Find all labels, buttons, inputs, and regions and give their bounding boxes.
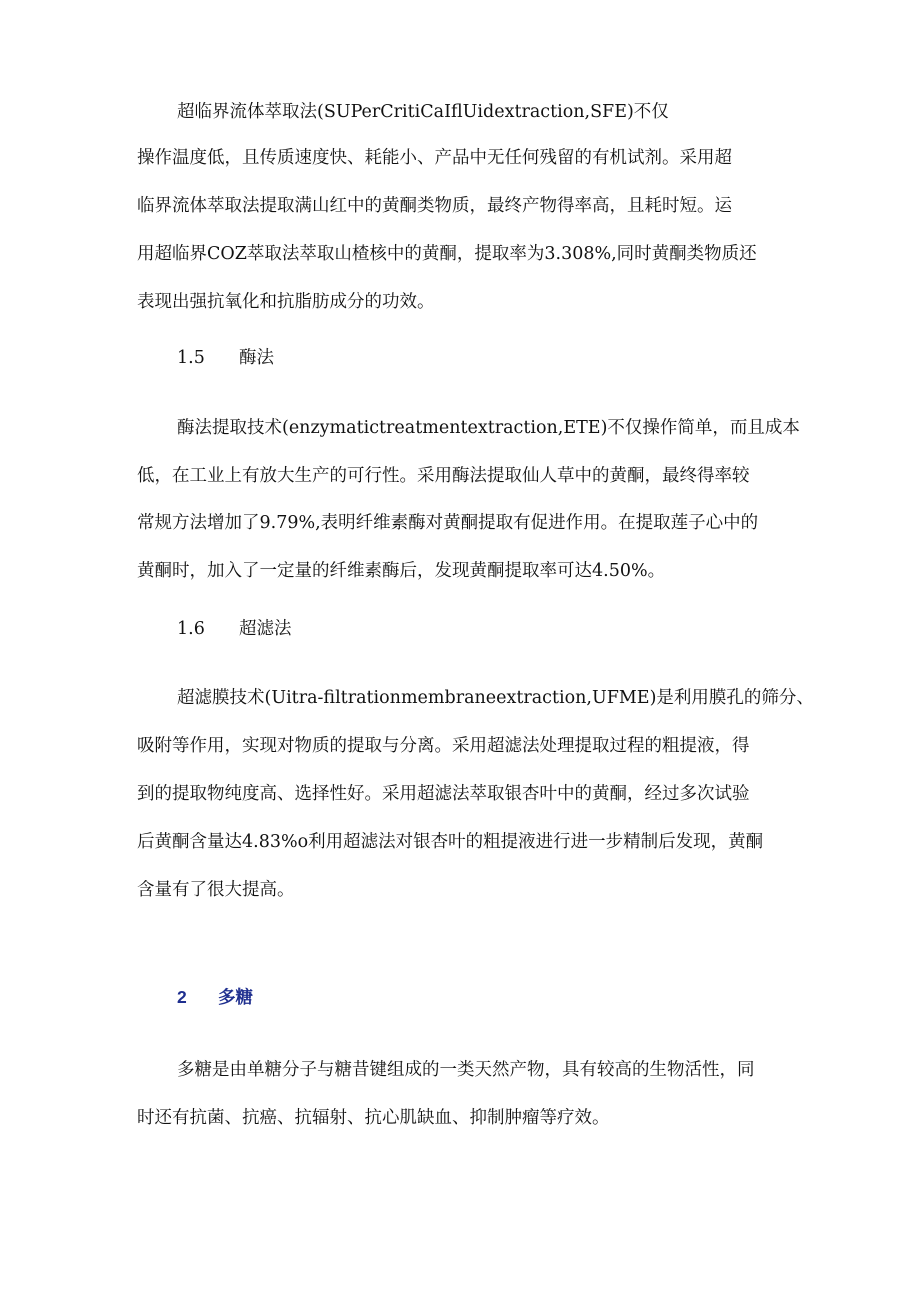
paragraph-line: 酶法提取技术(enzymatictreatmentextraction,ETE)不仅操作简单，而且成本 bbox=[177, 418, 800, 438]
paragraph-line: 吸附等作用，实现对物质的提取与分离。采用超滤法处理提取过程的粗提液，得 bbox=[137, 736, 750, 756]
paragraph-line: 含量有了很大提高。 bbox=[137, 880, 295, 900]
paragraph-line: 多糖是由单糖分子与糖昔键组成的一类天然产物，具有较高的生物活性，同 bbox=[177, 1060, 755, 1080]
paragraph-line: 临界流体萃取法提取满山红中的黄酮类物质，最终产物得率高，且耗时短。运 bbox=[137, 196, 732, 216]
heading-number: 1.6 bbox=[177, 619, 205, 639]
paragraph-line: 低，在工业上有放大生产的可行性。采用酶法提取仙人草中的黄酮，最终得率较 bbox=[137, 466, 750, 486]
paragraph-line: 超临界流体萃取法(SUPerCritiCaIflUidextraction,SFE)不仅 bbox=[177, 102, 669, 122]
paragraph-line: 到的提取物纯度高、选择性好。采用超滤法萃取银杏叶中的黄酮，经过多次试验 bbox=[137, 784, 750, 804]
paragraph-line: 黄酮时，加入了一定量的纤维素酶后，发现黄酮提取率可达4.50%。 bbox=[137, 561, 666, 581]
paragraph-line: 表现出强抗氧化和抗脂肪成分的功效。 bbox=[137, 292, 435, 312]
paragraph-line: 操作温度低，且传质速度快、耗能小、产品中无任何残留的有机试剂。采用超 bbox=[137, 148, 732, 168]
paragraph-line: 超滤膜技术(Uitra-filtrationmembraneextraction,UFME)是利用膜孔的筛分、 bbox=[177, 688, 814, 708]
heading-title: 超滤法 bbox=[239, 619, 292, 639]
heading-number: 1.5 bbox=[177, 348, 205, 368]
paragraph-line: 后黄酮含量达4.83%o利用超滤法对银杏叶的粗提液进行进一步精制后发现，黄酮 bbox=[137, 832, 764, 852]
heading-title: 多糖 bbox=[218, 987, 253, 1007]
heading-title: 酶法 bbox=[239, 348, 274, 368]
paragraph-line: 时还有抗菌、抗癌、抗辐射、抗心肌缺血、抑制肿瘤等疗效。 bbox=[137, 1108, 610, 1128]
heading-number: 2 bbox=[177, 987, 187, 1007]
paragraph-line: 常规方法增加了9.79%,表明纤维素酶对黄酮提取有促进作用。在提取莲子心中的 bbox=[137, 513, 759, 533]
paragraph-line: 用超临界COZ萃取法萃取山楂核中的黄酮，提取率为3.308%,同时黄酮类物质还 bbox=[137, 244, 757, 264]
